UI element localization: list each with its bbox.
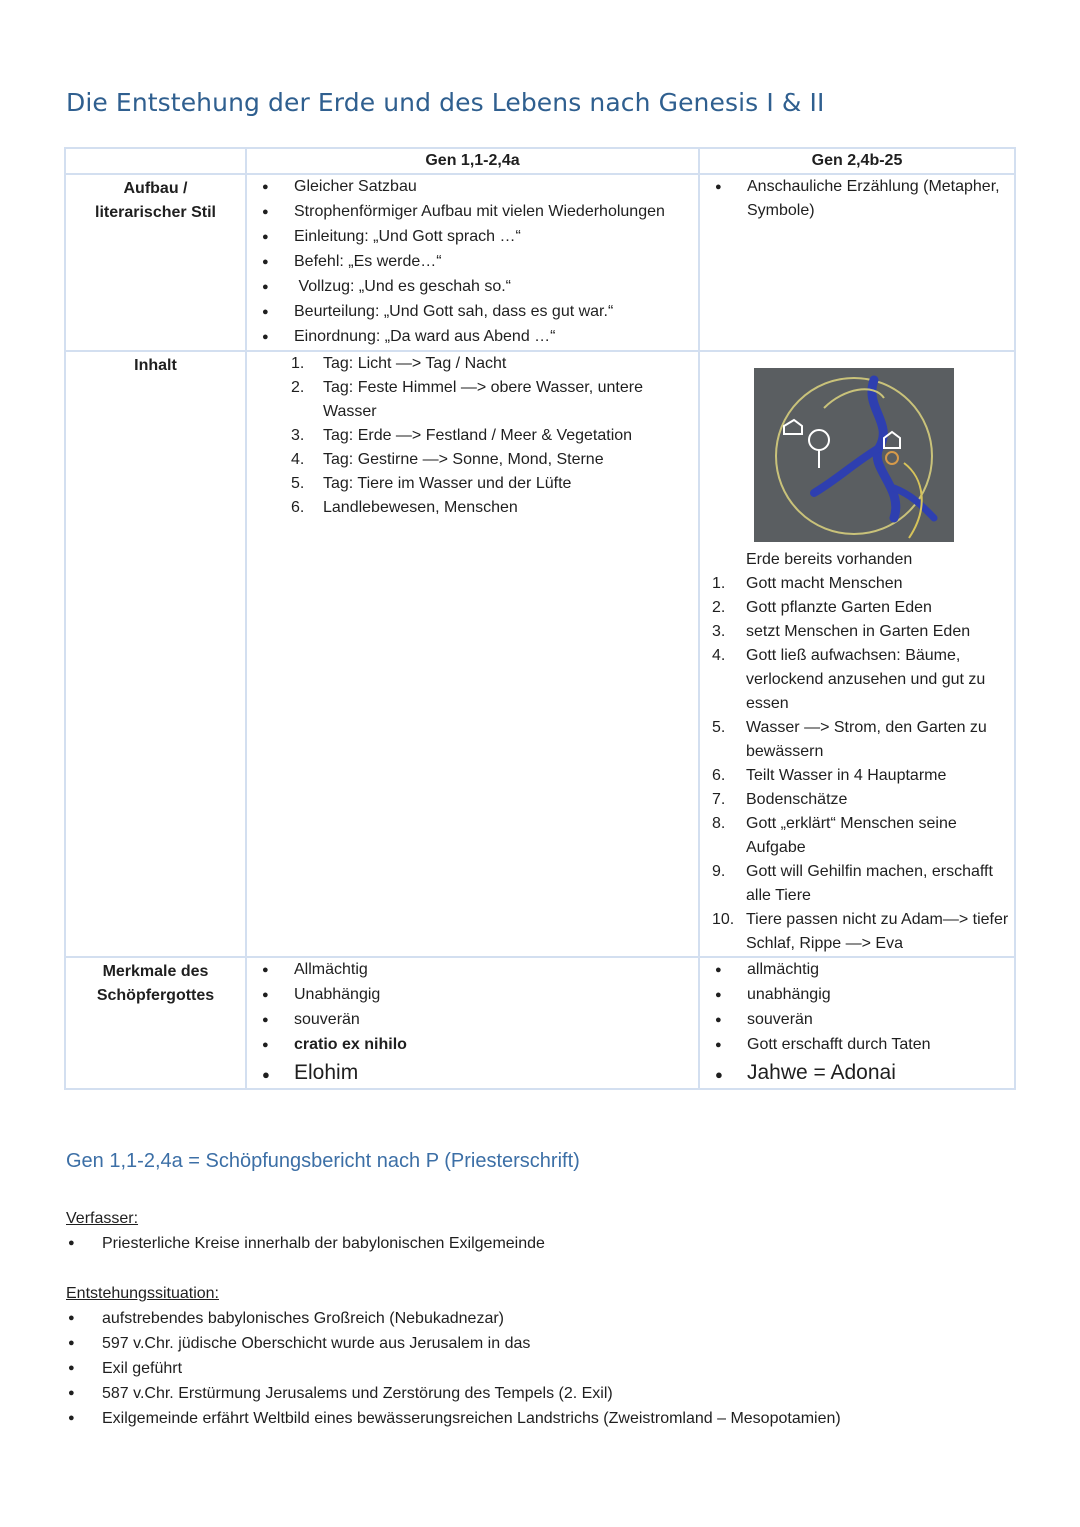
list-item: 10. Tiere passen nicht zu Adam—> tiefer Schlaf, Rippe —> Eva	[712, 911, 1009, 952]
list-item: ● Einleitung: „Und Gott sprach …“	[247, 225, 698, 250]
list-item: 1. Gott macht Menschen	[712, 575, 903, 592]
list-item: 4. Gott ließ aufwachsen: Bäume, verlockend anzusehen und gut zu essen	[712, 647, 986, 712]
corner-cell	[65, 148, 246, 174]
list-item: ● Vollzug: „Und es geschah so.“	[247, 275, 698, 300]
list-item: ● aufstrebendes babylonisches Großreich (Nebukadnezar)	[66, 1306, 1026, 1331]
list-item: ● souverän	[700, 1008, 1014, 1033]
situation-label: Entstehungssituation:	[66, 1285, 219, 1302]
list-item: ● Unabhängig	[247, 983, 698, 1008]
row-label-merkmale: Merkmale des Schöpfergottes	[65, 957, 246, 1089]
list-item: ● allmächtig	[700, 958, 1014, 983]
list-item: ● Jahwe = Adonai	[700, 1058, 1014, 1088]
list-item: 7. Bodenschätze	[712, 791, 848, 808]
list-item: 5. Tag: Tiere im Wasser und der Lüfte	[291, 475, 572, 492]
list-item: ● Allmächtig	[247, 958, 698, 983]
list-item: 3. Tag: Erde —> Festland / Meer & Vegetation	[291, 427, 633, 444]
comparison-table	[64, 147, 1016, 1090]
section-heading: Gen 1,1-2,4a = Schöpfungsbericht nach P (Priesterschrift)	[66, 1150, 580, 1172]
page-title: Die Entstehung der Erde und des Lebens nach Genesis I & II	[66, 88, 825, 117]
list-item: 1. Tag: Licht —> Tag / Nacht	[291, 355, 507, 372]
inhalt-col2	[699, 351, 1015, 957]
list-item: ● Anschauliche Erzählung (Metapher, Symbole)	[700, 175, 1014, 223]
list-item: ● Exilgemeinde erfährt Weltbild eines bewässerungsreichen Landstrichs (Zweistromland – Mesopotamien)	[66, 1406, 1026, 1431]
list-item: 4. Tag: Gestirne —> Sonne, Mond, Sterne	[291, 451, 604, 468]
row-label-aufbau: Aufbau / literarischer Stil	[65, 174, 246, 351]
list-item: 3. setzt Menschen in Garten Eden	[712, 623, 971, 640]
aufbau-col2	[699, 174, 1015, 351]
list-item: 2. Gott pflanzte Garten Eden	[712, 599, 932, 616]
list-item: ● 587 v.Chr. Erstürmung Jerusalems und Zerstörung des Tempels (2. Exil)	[66, 1381, 1026, 1406]
merkmale-col1	[246, 957, 699, 1089]
list-item: ● Priesterliche Kreise innerhalb der babylonischen Exilgemeinde	[66, 1231, 1026, 1256]
list-item: ● Beurteilung: „Und Gott sah, dass es gut war.“	[247, 300, 698, 325]
list-item: ● unabhängig	[700, 983, 1014, 1008]
list-item: ● Gleicher Satzbau	[247, 175, 698, 200]
col2-header: Gen 2,4b-25	[699, 148, 1015, 174]
garden-sketch-image	[754, 368, 954, 542]
list-item: 8. Gott „erklärt“ Menschen seine Aufgabe	[712, 815, 957, 856]
list-item: ● Strophenförmiger Aufbau mit vielen Wiederholungen	[247, 200, 698, 225]
table-row	[65, 957, 1015, 1089]
list-item: 6. Teilt Wasser in 4 Hauptarme	[712, 767, 947, 784]
verfasser-section	[66, 1206, 1026, 1256]
list-item: 5. Wasser —> Strom, den Garten zu bewässern	[712, 719, 987, 760]
col1-header: Gen 1,1-2,4a	[246, 148, 699, 174]
list-item: ● Gott erschafft durch Taten	[700, 1033, 1014, 1058]
aufbau-col1	[246, 174, 699, 351]
list-item: ● 597 v.Chr. jüdische Oberschicht wurde aus Jerusalem in das	[66, 1331, 1026, 1356]
list-item: ● Exil geführt	[66, 1356, 1026, 1381]
row-label-inhalt: Inhalt	[65, 351, 246, 957]
table-row	[65, 174, 1015, 351]
merkmale-col2	[699, 957, 1015, 1089]
table-header-row	[65, 148, 1015, 174]
list-item: ● Einordnung: „Da ward aus Abend …“	[247, 325, 698, 350]
list-item: ● Befehl: „Es werde…“	[247, 250, 698, 275]
garden-sketch-drawing	[754, 368, 954, 542]
list-item: ● Elohim	[247, 1058, 698, 1088]
list-item: ● cratio ex nihilo	[247, 1033, 698, 1058]
list-item: 2. Tag: Feste Himmel —> obere Wasser, untere Wasser	[291, 379, 643, 420]
list-item: 9. Gott will Gehilfin machen, erschafft alle Tiere	[712, 863, 993, 904]
inhalt-intro: Erde bereits vorhanden	[746, 551, 913, 568]
list-item: ● souverän	[247, 1008, 698, 1033]
inhalt-col1	[246, 351, 699, 957]
situation-section	[66, 1281, 1026, 1431]
verfasser-label: Verfasser:	[66, 1210, 139, 1227]
table-row	[65, 351, 1015, 957]
list-item: 6. Landlebewesen, Menschen	[291, 499, 518, 516]
